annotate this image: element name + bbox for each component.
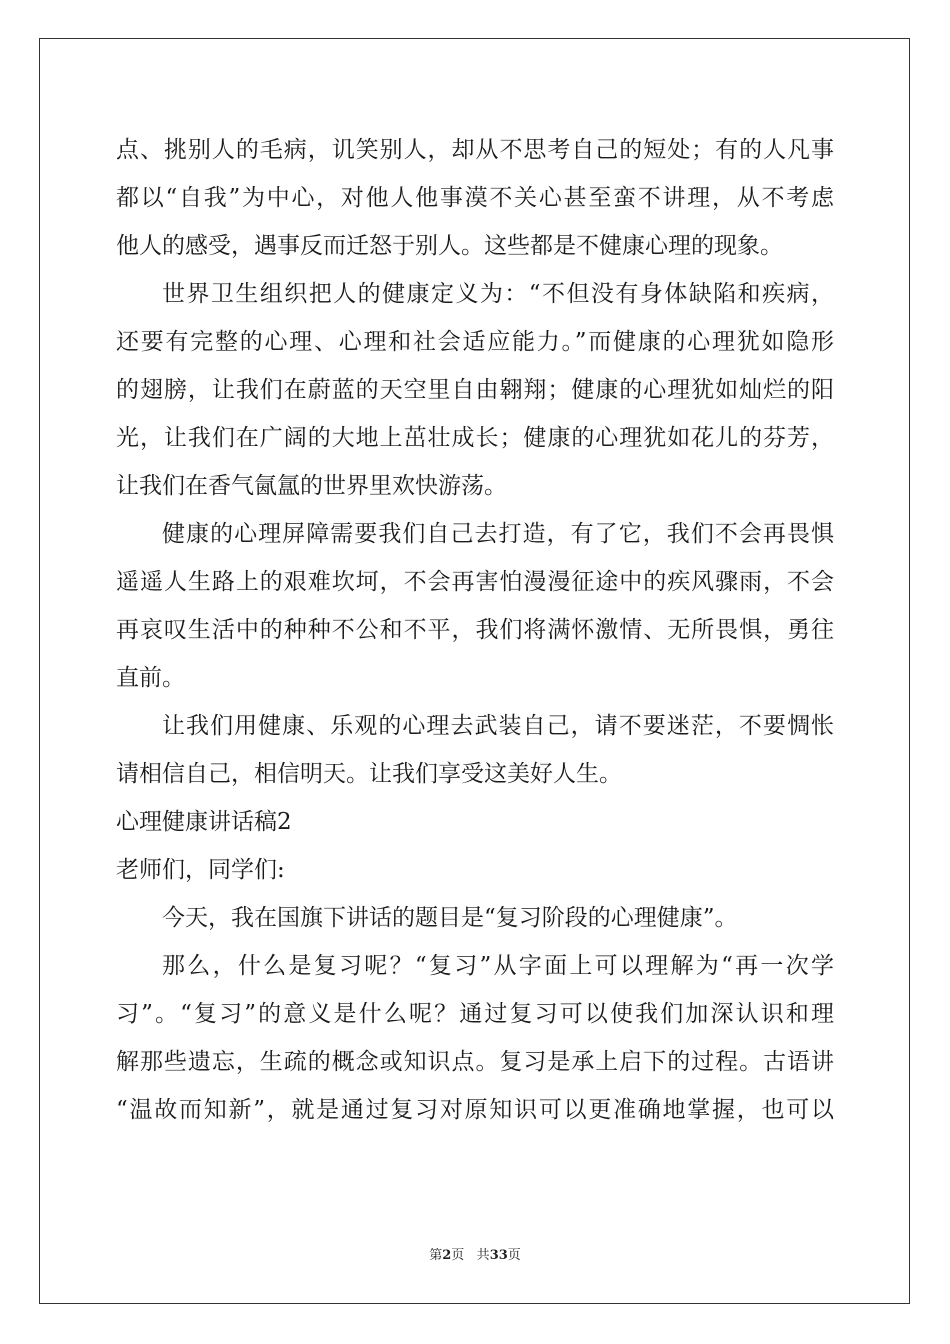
text-line: 习”。“复习”的意义是什么呢？通过复习可以使我们加深认识和理	[116, 1001, 834, 1027]
page-number: 2	[442, 1248, 452, 1263]
text-line: 健康的心理屏障需要我们自己去打造，有了它，我们不会再畏惧	[162, 521, 834, 547]
text-line: 让我们在香气氤氲的世界里欢快游荡。	[116, 473, 507, 499]
text-line: 遥遥人生路上的艰难坎坷，不会再害怕漫漫征途中的疾风骤雨，不会	[116, 569, 834, 595]
text-line: 都以“自我”为中心，对他人他事漠不关心甚至蛮不讲理，从不考虑	[116, 185, 834, 211]
text-line: 再哀叹生活中的种种不公和不平，我们将满怀激情、无所畏惧，勇往	[116, 617, 834, 643]
text-line: 那么，什么是复习呢？“复习”从字面上可以理解为“再一次学	[162, 953, 834, 979]
document-body	[116, 126, 834, 1134]
total-suffix: 页	[507, 1248, 521, 1263]
text-line: 的翅膀，让我们在蔚蓝的天空里自由翱翔；健康的心理犹如灿烂的阳	[116, 377, 834, 403]
page-footer	[0, 1246, 950, 1266]
page-suffix: 页	[451, 1248, 465, 1263]
salutation: 老师们，同学们:	[116, 857, 285, 883]
text-line: “温故而知新”，就是通过复习对原知识可以更准确地掌握，也可以	[116, 1097, 834, 1123]
text-line: 还要有完整的心理、心理和社会适应能力。”而健康的心理犹如隐形	[116, 329, 834, 355]
text-line: 解那些遗忘，生疏的概念或知识点。复习是承上启下的过程。古语讲	[116, 1049, 834, 1075]
text-line: 直前。	[116, 665, 185, 691]
section-heading: 心理健康讲话稿2	[116, 809, 292, 835]
text-line: 他人的感受，遇事反而迁怒于别人。这些都是不健康心理的现象。	[116, 233, 783, 259]
text-line: 点、挑别人的毛病，讥笑别人，却从不思考自己的短处；有的人凡事	[116, 137, 834, 163]
text-line: 让我们用健康、乐观的心理去武装自己，请不要迷茫，不要惆怅	[162, 713, 834, 739]
text-line: 今天，我在国旗下讲话的题目是“复习阶段的心理健康”。	[162, 905, 738, 931]
text-line: 光，让我们在广阔的大地上茁壮成长；健康的心理犹如花儿的芬芳，	[116, 425, 834, 451]
text-line: 世界卫生组织把人的健康定义为：“不但没有身体缺陷和疾病，	[162, 281, 834, 307]
text-line: 请相信自己，相信明天。让我们享受这美好人生。	[116, 761, 622, 787]
page-prefix: 第	[429, 1248, 443, 1263]
page-total: 33	[489, 1248, 508, 1263]
total-prefix: 共	[476, 1248, 490, 1263]
